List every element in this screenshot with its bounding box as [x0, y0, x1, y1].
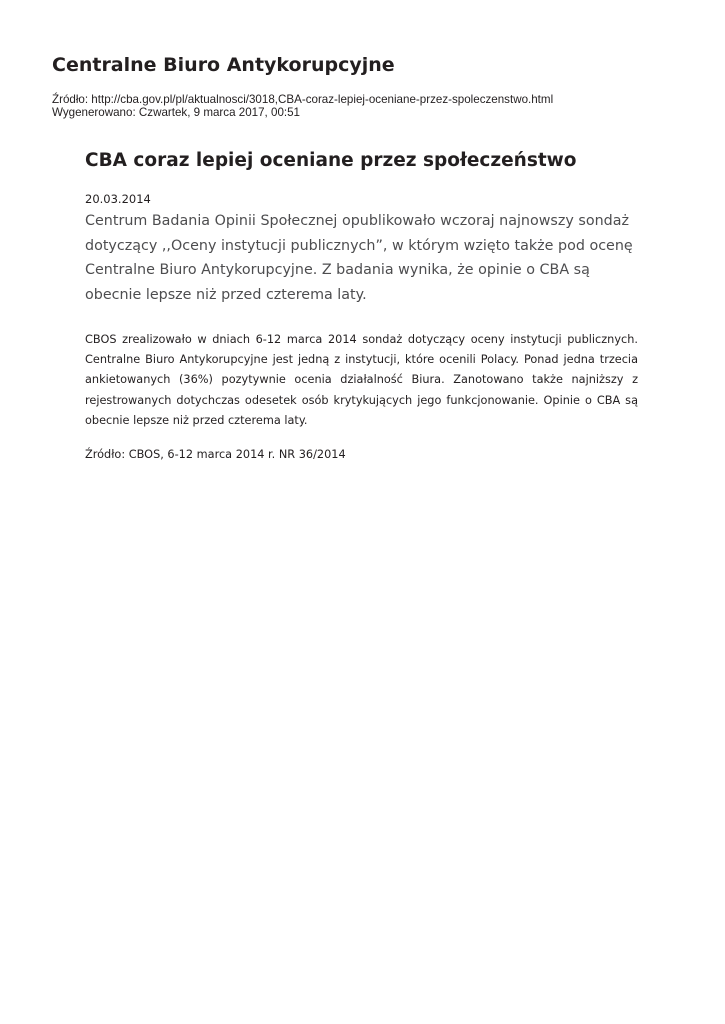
article-body: CBOS zrealizowało w dniach 6-12 marca 2014 sondaż dotyczący oceny instytucji publicznych. Centralne Biuro Antykorupcyjne jest jedną z instytucji, które ocenili Polacy. Ponad jedna trzecia ankietowanych (36%) pozytywnie ocenia działalność Biura. Zanotowano także najniższy z rejestrowanych dotychczas odesetek osób krytykujących jego funkcjonowanie. Opinie o CBA są obecnie lepsze niż przed czterema laty.	[85, 333, 638, 427]
document-meta	[52, 93, 553, 119]
site-title: Centralne Biuro Antykorupcyjne	[52, 54, 395, 76]
article-title: CBA coraz lepiej oceniane przez społeczeństwo	[85, 150, 577, 171]
article-date: 20.03.2014	[85, 192, 151, 206]
generated-date-line: Wygenerowano: Czwartek, 9 marca 2017, 00:51	[52, 106, 301, 119]
source-url-line: Źródło: http://cba.gov.pl/pl/aktualnosci/3018,CBA-coraz-lepiej-oceniane-przez-spoleczenstwo.html	[52, 93, 554, 106]
article-lead: Centrum Badania Opinii Społecznej opublikowało wczoraj najnowszy sondaż dotyczący ,,Oceny instytucji publicznych”, w którym wzięto także pod ocenę Centralne Biuro Antykorupcyjne. Z badania wynika, że opinie o CBA są obecnie lepsze niż przed czterema laty.	[85, 213, 633, 303]
article-source-note: Źródło: CBOS, 6-12 marca 2014 r. NR 36/2014	[85, 448, 346, 462]
article	[85, 148, 638, 463]
